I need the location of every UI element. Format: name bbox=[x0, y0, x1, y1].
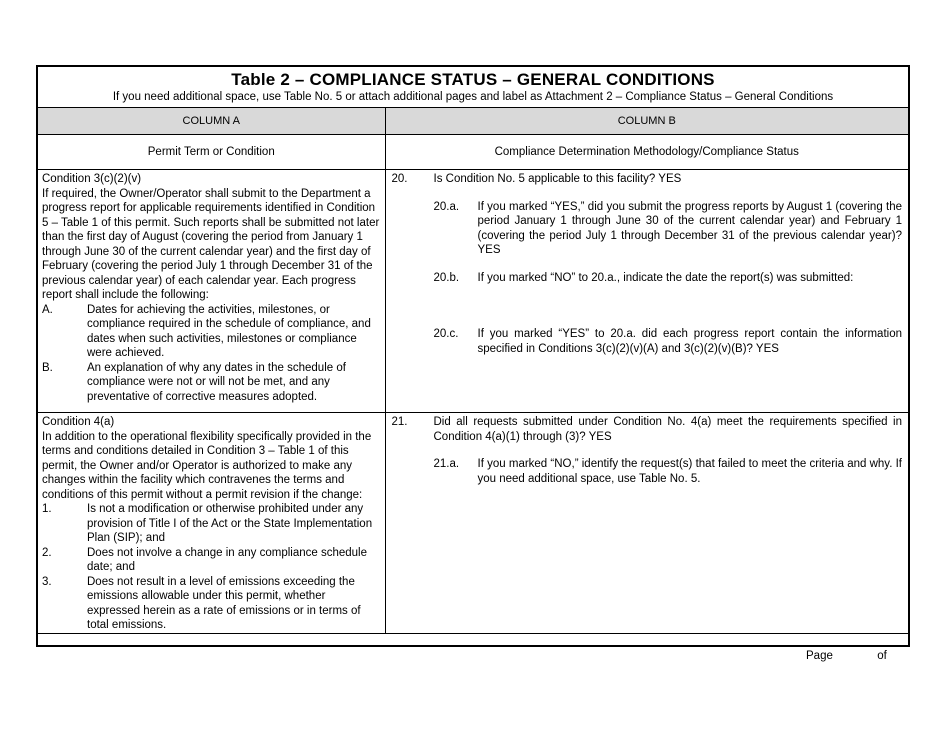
subquestion bbox=[434, 457, 903, 486]
page-title: Table 2 – COMPLIANCE STATUS – GENERAL CONDITIONS bbox=[231, 70, 715, 89]
list-item-text: An explanation of why any dates in the schedule of compliance were not or will not be met, and any preventative of corrective measures adopted. bbox=[87, 361, 346, 403]
list-item-marker: A. bbox=[42, 303, 53, 316]
question bbox=[392, 172, 903, 187]
list-item-text: Does not result in a level of emissions exceeding the emissions allowable under this permit, whether expressed herein as a rate of emissions or in terms of total emissions. bbox=[87, 575, 361, 631]
list-item-marker: 2. bbox=[42, 546, 52, 559]
subquestion-number: 20.b. bbox=[433, 271, 460, 284]
subquestion-text: If you marked “YES,” did you submit the progress reports by August 1 (covering the period January 1 through June 30 of the current calendar year) and February 1 (covering the period July 1 through December 31 of the previous calendar year)? YES bbox=[477, 200, 902, 256]
table-header bbox=[38, 67, 908, 108]
column-a-header: COLUMN A bbox=[38, 108, 385, 135]
page-footer bbox=[806, 650, 887, 662]
table-row bbox=[38, 170, 908, 413]
list-item-marker: 3. bbox=[42, 575, 52, 588]
column-header-row bbox=[38, 108, 908, 135]
page-subtitle: If you need additional space, use Table No. 5 or attach additional pages and label as Attachment 2 – Compliance Status – General Conditions bbox=[112, 91, 834, 103]
list-item-text: Is not a modification or otherwise prohibited under any provision of Title I of the Act or the State Implementation Plan (SIP); and bbox=[87, 503, 373, 544]
list-item-marker: B. bbox=[42, 361, 53, 374]
subquestion-number: 20.a. bbox=[433, 200, 460, 213]
list-item-text: Dates for achieving the activities, milestones, or compliance required in the schedule of compliance, and dates when such activities, milestones or compliance were achieved. bbox=[87, 303, 371, 359]
list-item bbox=[42, 361, 381, 405]
list-item bbox=[42, 546, 381, 575]
question-text: Did all requests submitted under Condition No. 4(a) meet the requirements specified in Condition 4(a)(1) through (3)? YES bbox=[433, 416, 902, 443]
subquestion-text: If you marked “NO” to 20.a., indicate the date the report(s) was submitted: bbox=[477, 271, 854, 284]
page-label: Page bbox=[806, 650, 833, 662]
column-b-subheader: Compliance Determination Methodology/Compliance Status bbox=[385, 135, 908, 170]
permit-term-cell bbox=[38, 413, 385, 634]
question bbox=[392, 415, 903, 444]
permit-term-cell bbox=[38, 170, 385, 413]
condition-text: In addition to the operational flexibility specifically provided in the terms and conditions detailed in Condition 3 – Table 1 of this permit, the Owner and/or Operator is authorized to make any changes within the facility which contravenes the terms and conditions of this permit without a permit revision if the change: bbox=[42, 430, 372, 501]
subquestion bbox=[434, 327, 903, 356]
question-text: Is Condition No. 5 applicable to this facility? YES bbox=[433, 173, 682, 185]
list-item bbox=[42, 303, 381, 361]
subquestion-number: 21.a. bbox=[433, 458, 460, 470]
list-item-text: Does not involve a change in any compliance schedule date; and bbox=[87, 546, 368, 573]
list-item bbox=[42, 502, 381, 546]
column-a-subheader: Permit Term or Condition bbox=[38, 135, 385, 170]
subquestion bbox=[434, 200, 903, 258]
question-number: 21. bbox=[391, 416, 408, 428]
table-row bbox=[38, 413, 908, 634]
subquestion bbox=[434, 271, 903, 286]
compliance-table bbox=[38, 108, 908, 634]
question-number: 20. bbox=[391, 173, 408, 185]
subquestion-number: 20.c. bbox=[433, 328, 459, 340]
compliance-status-cell bbox=[385, 170, 908, 413]
compliance-status-cell bbox=[385, 413, 908, 634]
list-item-marker: 1. bbox=[42, 503, 52, 515]
of-label: of bbox=[877, 650, 887, 662]
compliance-table-frame bbox=[36, 65, 910, 647]
condition-text: If required, the Owner/Operator shall submit to the Department a progress report for applicable requirements identified in Condition 5 – Table 1 of this permit. Such reports shall be submitted not later than the first day of August (covering the period from January 1 through June 30 of the current calendar year) and the first day of February (covering the period July 1 through December 31 of the previous calendar year) of each calendar year. Each progress report shall include the following: bbox=[42, 187, 380, 301]
column-subheader-row bbox=[38, 135, 908, 170]
column-b-header: COLUMN B bbox=[385, 108, 908, 135]
condition-title: Condition 4(a) bbox=[42, 416, 115, 428]
list-item bbox=[42, 575, 381, 633]
subquestion-text: If you marked “YES” to 20.a. did each progress report contain the information specified in Conditions 3(c)(2)(v)(A) and 3(c)(2)(v)(B)? YES bbox=[477, 328, 902, 355]
condition-title: Condition 3(c)(2)(v) bbox=[42, 173, 142, 185]
subquestion-text: If you marked “NO,” identify the request(s) that failed to meet the criteria and why. If you need additional space, use Table No. 5. bbox=[477, 458, 902, 485]
